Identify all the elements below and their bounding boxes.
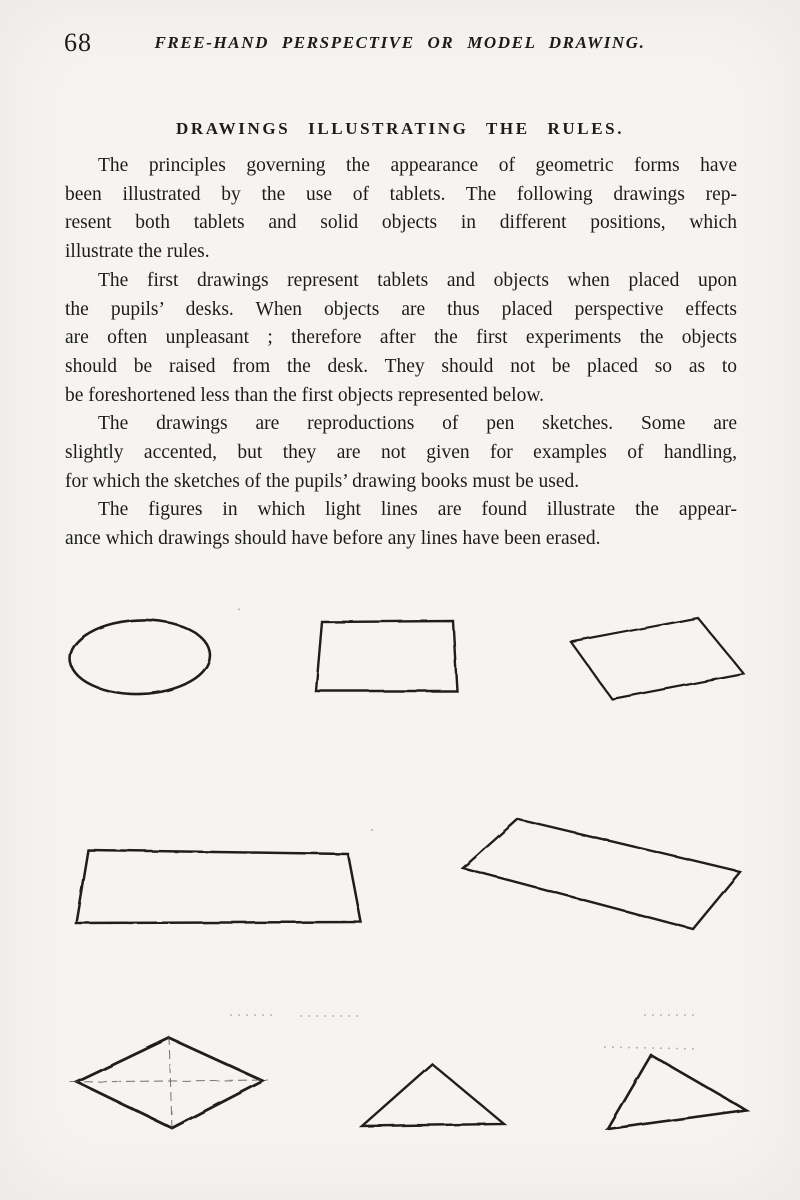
scan-speck [238, 609, 242, 610]
text-line: illustrate the rules. [65, 241, 210, 263]
text-line: The first drawings represent tablets and objects when placed upon [98, 269, 737, 291]
triangle-tablet-front-drawing [362, 1064, 504, 1126]
oblong-tablet-front-drawing [76, 850, 361, 923]
rhombus-tablet-drawing-construction-line [169, 1036, 172, 1130]
text-line: for which the sketches of the pupils’ drawing books must be used. [65, 470, 580, 492]
text-line: slightly accented, but they are not given for examples of handling, [65, 442, 737, 464]
text-line: ance which drawings should have before any lines have been erased. [65, 528, 601, 550]
text-line: The figures in which light lines are found illustrate the appear- [98, 499, 737, 521]
rhombus-tablet-drawing-construction-line [70, 1080, 268, 1082]
square-tablet-turned-drawing [571, 618, 744, 699]
text-line: The principles governing the appearance of geometric forms have [98, 155, 737, 176]
text-line: The drawings are reproductions of pen sketches. Some are [98, 413, 737, 435]
running-head: FREE-HAND PERSPECTIVE OR MODEL DRAWING. [154, 33, 646, 52]
text-line: the pupils’ desks. When objects are thus placed perspective effects [65, 298, 737, 320]
text-line: been illustrated by the use of tablets. The following drawings rep- [65, 183, 737, 205]
page-number: 68 [64, 28, 92, 57]
text-line: are often unpleasant ; therefore after the first experiments the objects [65, 327, 737, 349]
text-line: resent both tablets and solid objects in different positions, which [65, 212, 737, 234]
section-heading: DRAWINGS ILLUSTRATING THE RULES. [175, 119, 625, 138]
square-tablet-front-drawing [316, 621, 457, 691]
triangle-tablet-turned-drawing [608, 1055, 746, 1129]
ellipse-tablet-drawing [69, 618, 211, 697]
scan-speck [604, 1047, 700, 1049]
text-line: should be raised from the desk. They should not be placed so as to [65, 355, 737, 377]
text-line: be foreshortened less than the first objects represented below. [65, 384, 545, 406]
oblong-tablet-turned-drawing [463, 819, 740, 929]
